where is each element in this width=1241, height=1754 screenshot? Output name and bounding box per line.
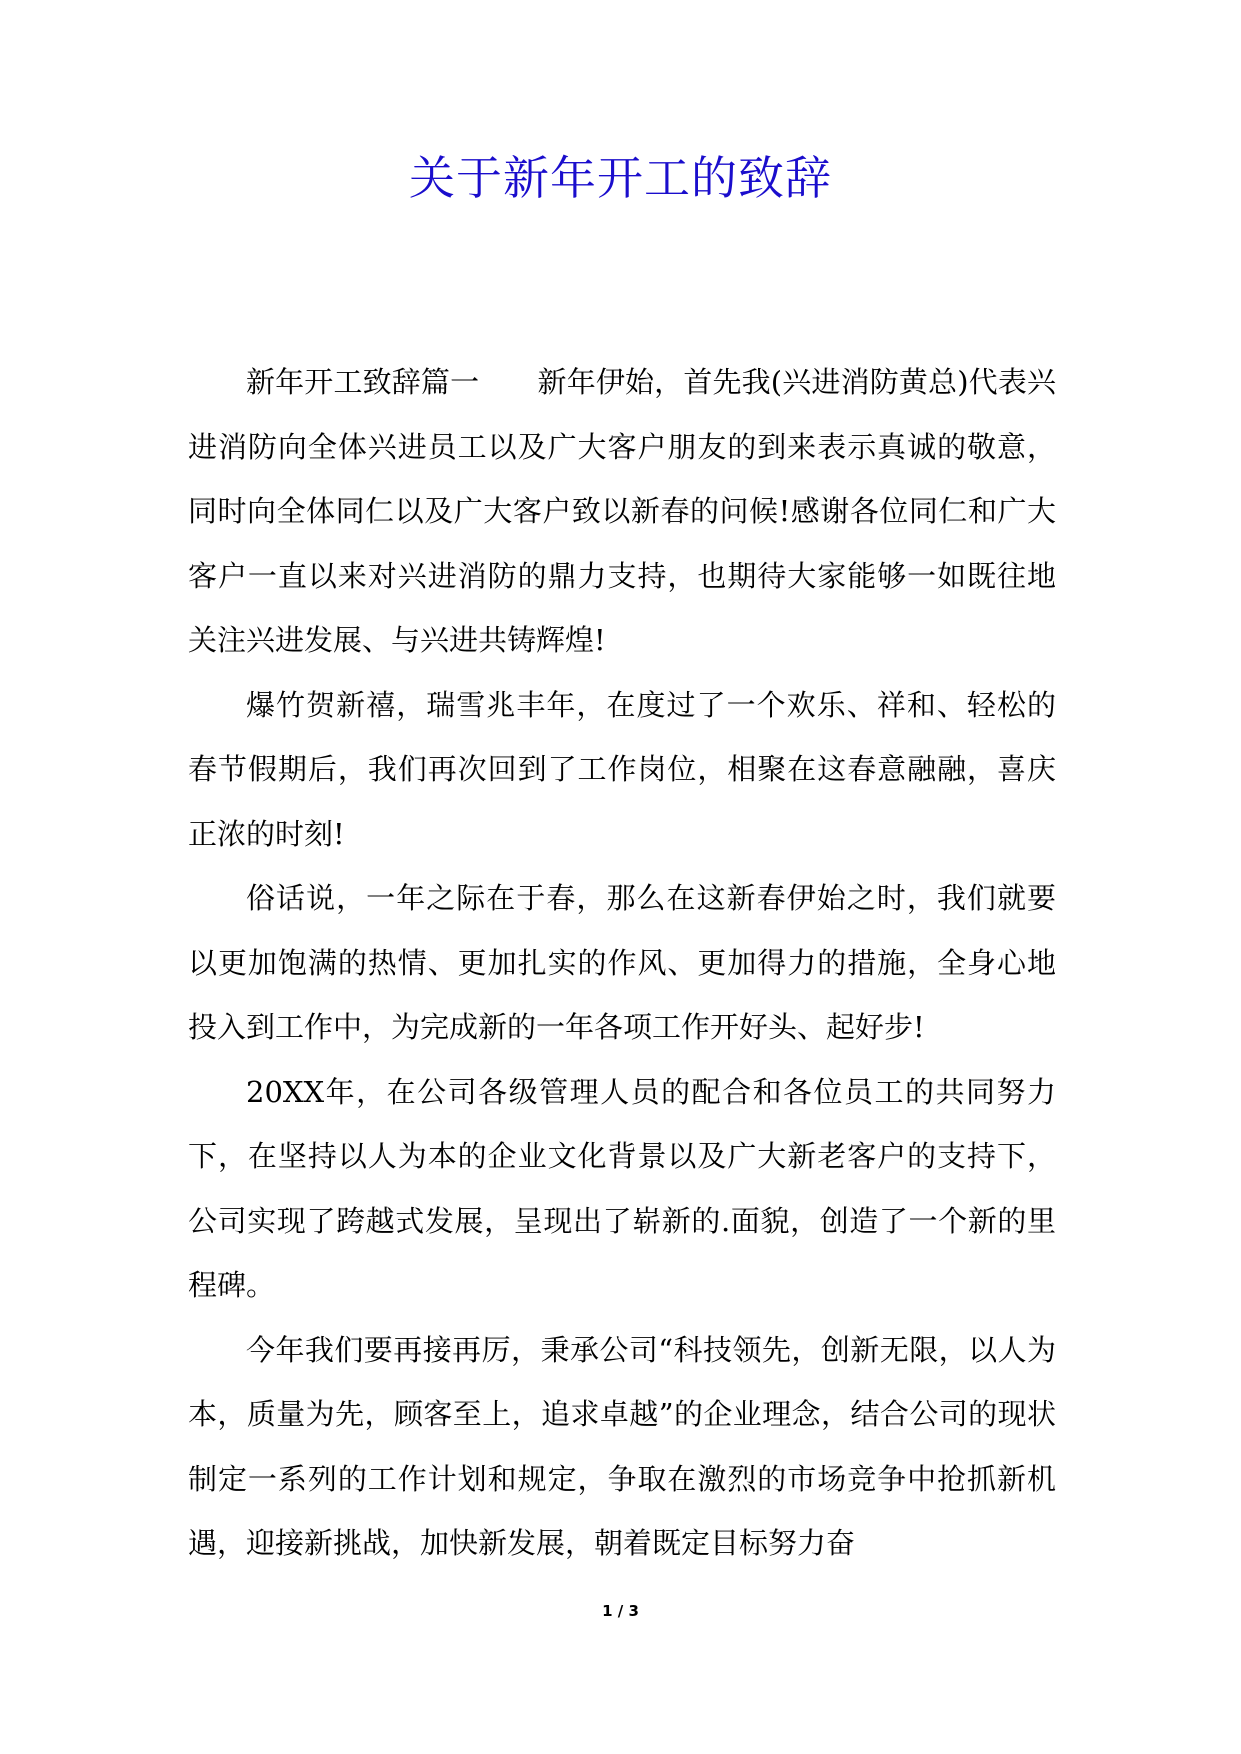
page-number: 1 / 3 <box>602 1602 639 1620</box>
paragraph: 新年开工致辞篇一 新年伊始，首先我(兴进消防黄总)代表兴进消防向全体兴进员工以及广大客户朋友的到来表示真诚的敬意，同时向全体同仁以及广大客户致以新春的问候!感谢各位同仁和广大客户一直以来对兴进消防的鼎力支持，也期待大家能够一如既往地关注兴进发展、与兴进共铸辉煌! <box>188 365 1056 657</box>
document-body <box>188 350 1056 1576</box>
paragraph: 爆竹贺新禧，瑞雪兆丰年，在度过了一个欢乐、祥和、轻松的春节假期后，我们再次回到了工作岗位，相聚在这春意融融，喜庆正浓的时刻! <box>188 687 1056 851</box>
paragraph: 俗话说，一年之际在于春，那么在这新春伊始之时，我们就要以更加饱满的热情、更加扎实的作风、更加得力的措施，全身心地投入到工作中，为完成新的一年各项工作开好头、起好步! <box>188 881 1056 1044</box>
paragraph: 今年我们要再接再厉，秉承公司“科技领先，创新无限，以人为本，质量为先，顾客至上，追求卓越”的企业理念，结合公司的现状制定一系列的工作计划和规定，争取在激烈的市场竞争中抢抓新机遇，迎接新挑战，加快新发展，朝着既定目标努力奋 <box>188 1332 1056 1560</box>
page-title: 关于新年开工的致辞 <box>409 151 832 205</box>
paragraph: 20XX年，在公司各级管理人员的配合和各位员工的共同努力下，在坚持以人为本的企业文化背景以及广大新老客户的支持下，公司实现了跨越式发展，呈现出了崭新的.面貌，创造了一个新的里程碑。 <box>188 1074 1056 1302</box>
